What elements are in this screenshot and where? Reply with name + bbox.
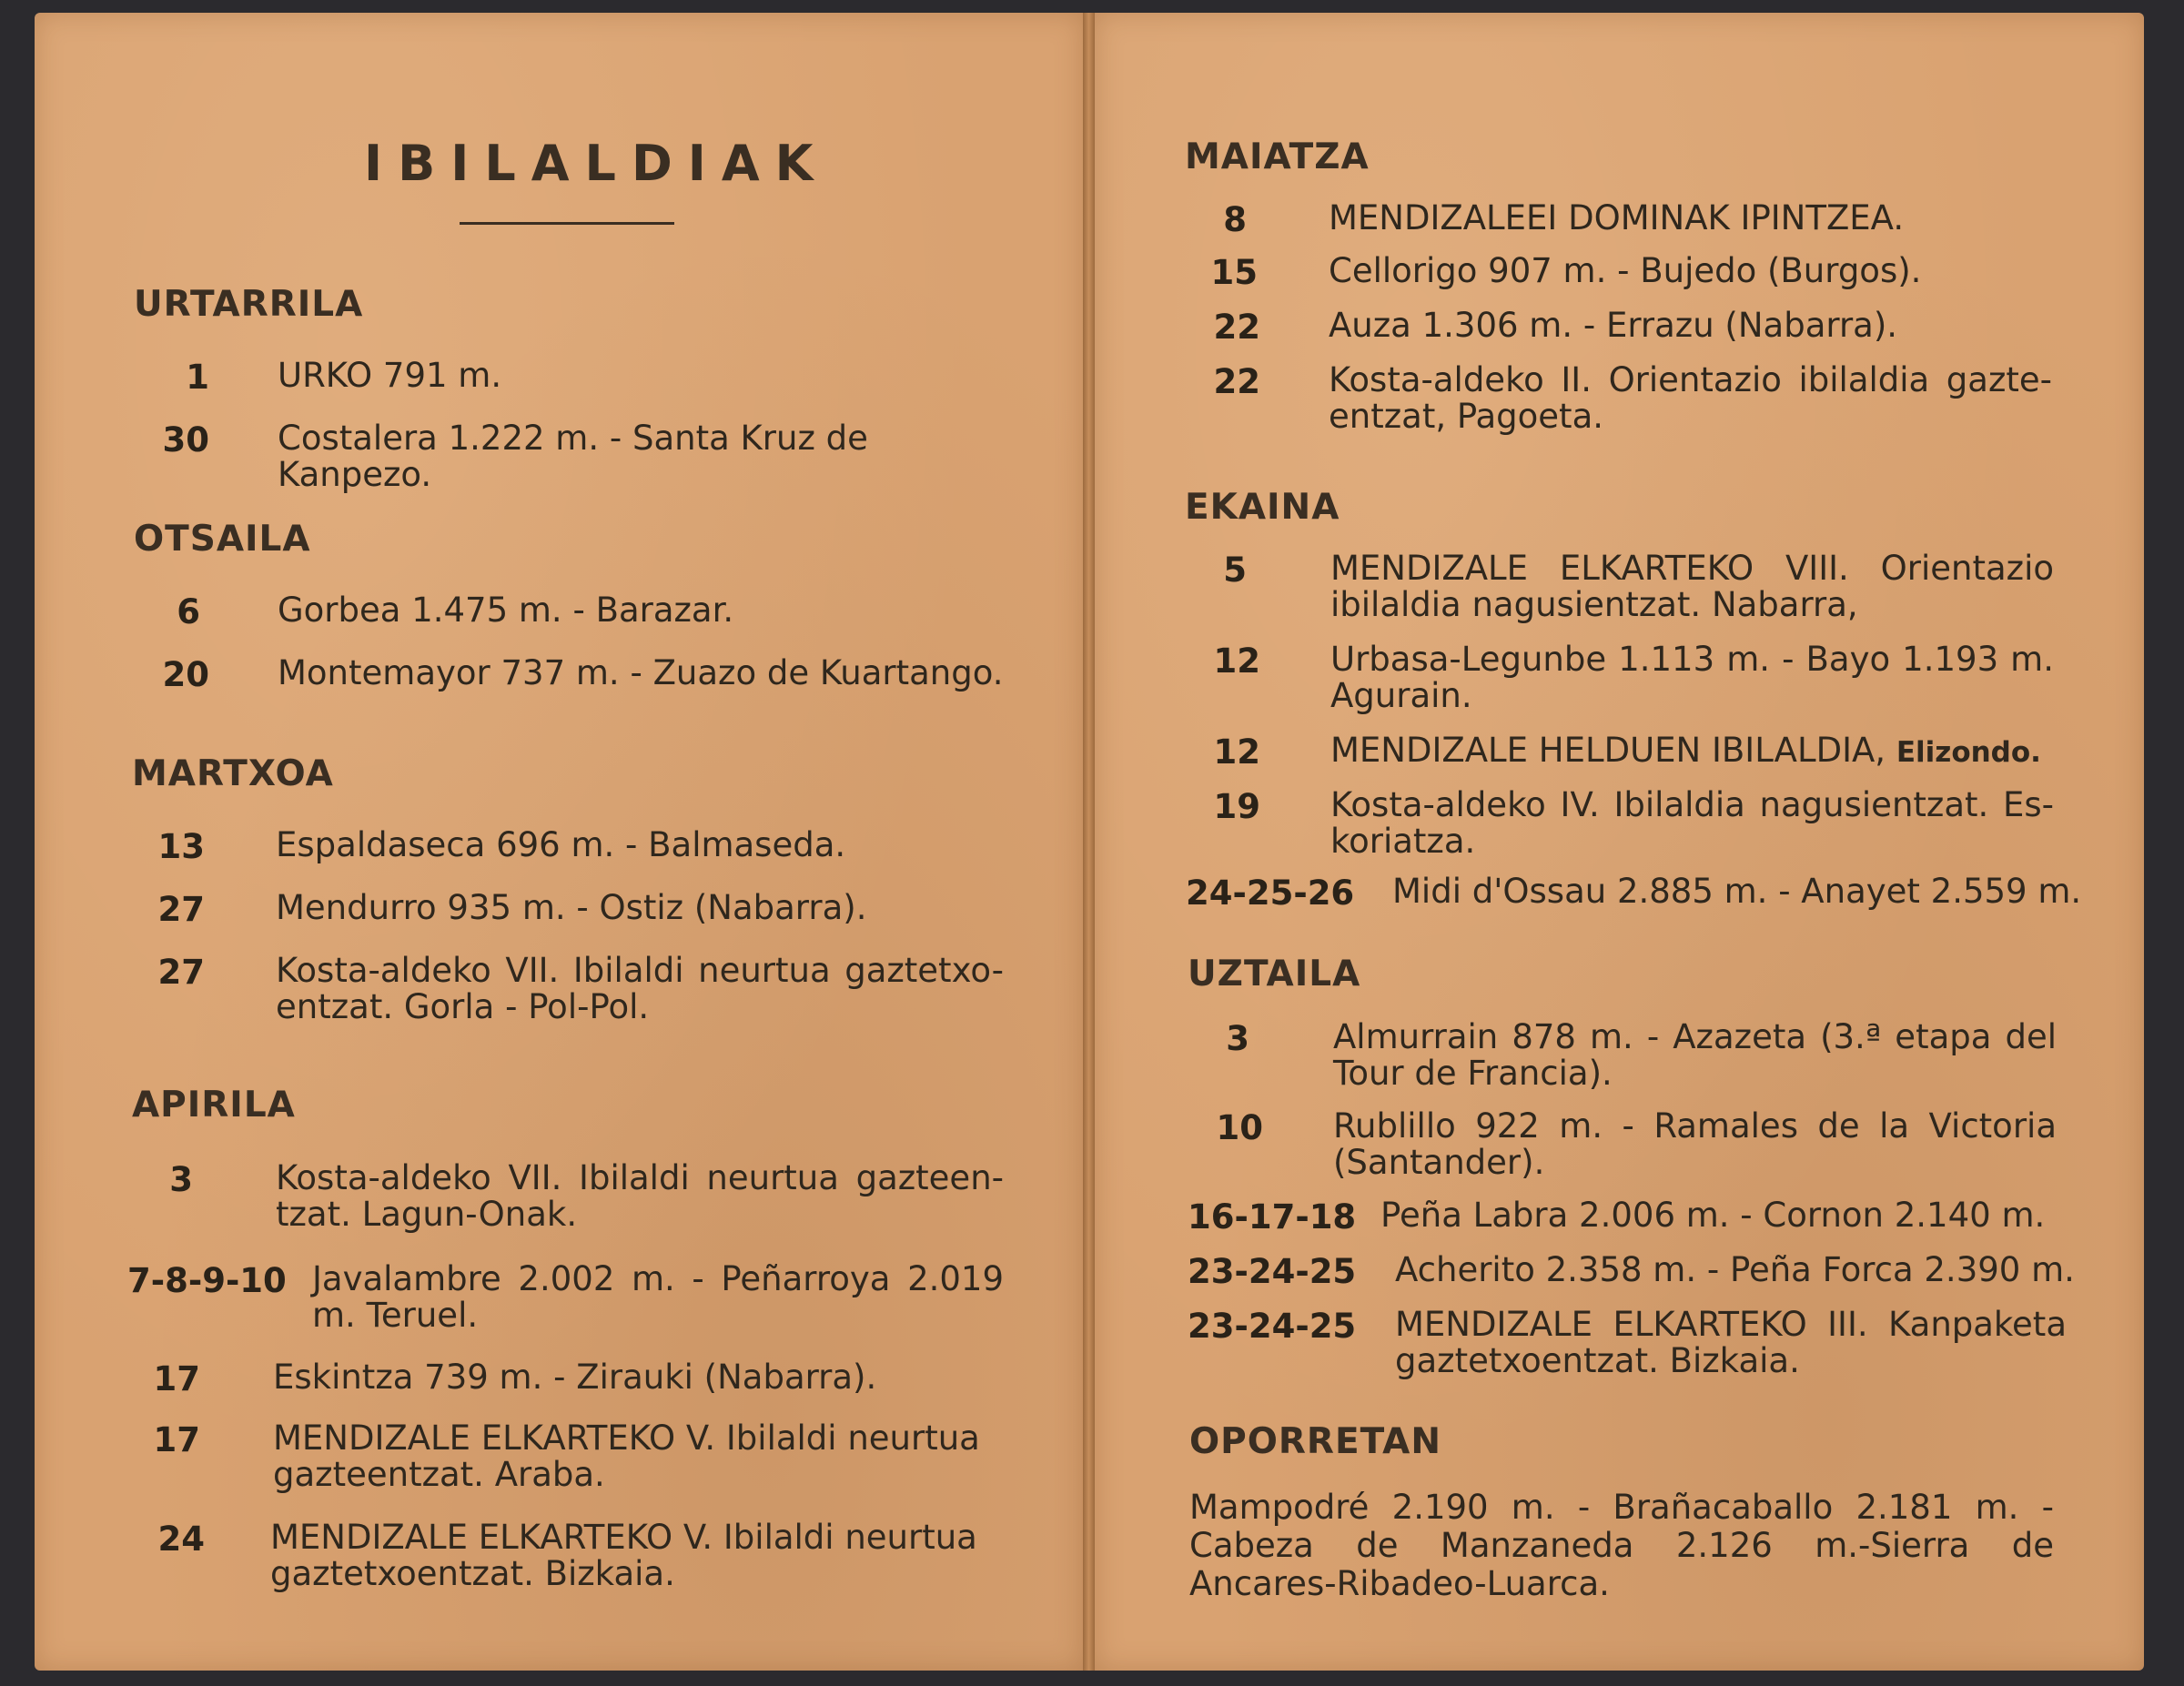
month-martxoa: MARTXOA [132, 753, 334, 794]
event-day: 12 [1213, 641, 1260, 681]
event-day: 10 [1216, 1108, 1263, 1147]
event-text: Urbasa-Legunbe 1.113 m. - Bayo 1.193 m. Agurain. [1330, 640, 2054, 715]
event-text: Kosta-aldeko VII. Ibilaldi neurtua gaztetxo-entzat. Gorla - Pol-Pol. [276, 951, 1004, 1026]
title-underline [460, 222, 674, 225]
month-oporretan: OPORRETAN [1189, 1421, 1441, 1462]
event-text: Peña Labra 2.006 m. - Cornon 2.140 m. [1380, 1196, 2046, 1235]
event-text: MENDIZALE ELKARTEKO VIII. Orientazio ibilaldia nagusientzat. Nabarra, [1330, 549, 2054, 624]
event-text: MENDIZALE ELKARTEKO III. Kanpaketa gaztetxoentzat. Bizkaia. [1395, 1305, 2067, 1380]
event-day: 7-8-9-10 [127, 1261, 287, 1300]
event-text: MENDIZALE ELKARTEKO V. Ibilaldi neurtua gazteentzat. Araba. [273, 1418, 980, 1494]
event-text: URKO 791 m. [278, 356, 502, 395]
event-text: Almurrain 878 m. - Azazeta (3.ª etapa del Tour de Francia). [1333, 1017, 2057, 1093]
event-day: 22 [1213, 362, 1260, 401]
event-day: 23-24-25 [1188, 1307, 1357, 1346]
event-text: Eskintza 739 m. - Zirauki (Nabarra). [273, 1358, 877, 1397]
event-day: 13 [157, 827, 205, 866]
month-maiatza: MAIATZA [1185, 136, 1370, 177]
event-text: Cellorigo 907 m. - Bujedo (Burgos). [1329, 251, 1922, 290]
event-day: 30 [162, 420, 209, 459]
event-day: 17 [153, 1359, 200, 1398]
event-day: 5 [1223, 550, 1247, 590]
event-text-location: Elizondo. [1896, 736, 2041, 769]
event-text: MENDIZALE ELKARTEKO V. Ibilaldi neurtua gaztetxoentzat. Bizkaia. [270, 1518, 977, 1593]
event-day: 16-17-18 [1188, 1197, 1357, 1237]
month-ekaina: EKAINA [1185, 487, 1340, 528]
event-day: 3 [1226, 1019, 1249, 1058]
event-text: Auza 1.306 m. - Errazu (Nabarra). [1329, 306, 1898, 345]
event-day: 23-24-25 [1188, 1252, 1357, 1291]
event-day: 3 [169, 1160, 193, 1199]
event-day: 12 [1213, 732, 1260, 772]
event-text: Kosta-aldeko II. Orientazio ibilaldia gazte-entzat, Pagoeta. [1329, 360, 2052, 436]
event-day: 8 [1223, 200, 1247, 239]
event-text: Gorbea 1.475 m. - Barazar. [278, 591, 734, 630]
event-text [1330, 732, 2058, 771]
event-text: Kosta-aldeko VII. Ibilaldi neurtua gazteen-tzat. Lagun-Onak. [276, 1158, 1004, 1234]
event-text: Mendurro 935 m. - Ostiz (Nabarra). [276, 888, 867, 927]
event-day: 19 [1213, 787, 1260, 826]
holiday-text: Mampodré 2.190 m. - Brañacaballo 2.181 m. - Cabeza de Manzaneda 2.126 m.-Sierra de Ancares-Ribadeo-Luarca. [1189, 1488, 2054, 1603]
event-day: 1 [186, 358, 209, 397]
event-text: Costalera 1.222 m. - Santa Kruz de Kanpezo. [278, 419, 868, 494]
event-text: Espaldaseca 696 m. - Balmaseda. [276, 825, 846, 864]
month-otsaila: OTSAILA [134, 519, 311, 560]
event-day: 6 [177, 592, 200, 631]
event-text: MENDIZALEEI DOMINAK IPINTZEA. [1329, 198, 1905, 237]
page-title: IBILALDIAK [364, 135, 829, 192]
event-text: Rublillo 922 m. - Ramales de la Victoria (Santander). [1333, 1106, 2057, 1182]
event-day: 22 [1213, 308, 1260, 347]
event-text: Acherito 2.358 m. - Peña Forca 2.390 m. [1395, 1250, 2075, 1289]
event-day: 24 [157, 1519, 205, 1559]
event-text: Kosta-aldeko IV. Ibilaldia nagusientzat. Es-koriatza. [1330, 785, 2054, 861]
event-day: 24-25-26 [1186, 873, 1355, 913]
event-text-main: MENDIZALE HELDUEN IBILALDIA, [1330, 731, 1886, 770]
booklet-spine [1083, 13, 1095, 1671]
event-text: Javalambre 2.002 m. - Peñarroya 2.019 m. Teruel. [312, 1259, 1004, 1335]
event-day: 27 [157, 890, 205, 929]
event-text: Montemayor 737 m. - Zuazo de Kuartango. [278, 653, 1004, 692]
month-uztaila: UZTAILA [1188, 954, 1361, 994]
event-day: 15 [1210, 253, 1258, 292]
event-day: 17 [153, 1420, 200, 1459]
event-day: 27 [157, 953, 205, 992]
month-urtarrila: URTARRILA [134, 284, 364, 325]
month-apirila: APIRILA [132, 1085, 296, 1126]
event-text: Midi d'Ossau 2.885 m. - Anayet 2.559 m. [1392, 872, 2082, 911]
event-day: 20 [162, 655, 209, 694]
